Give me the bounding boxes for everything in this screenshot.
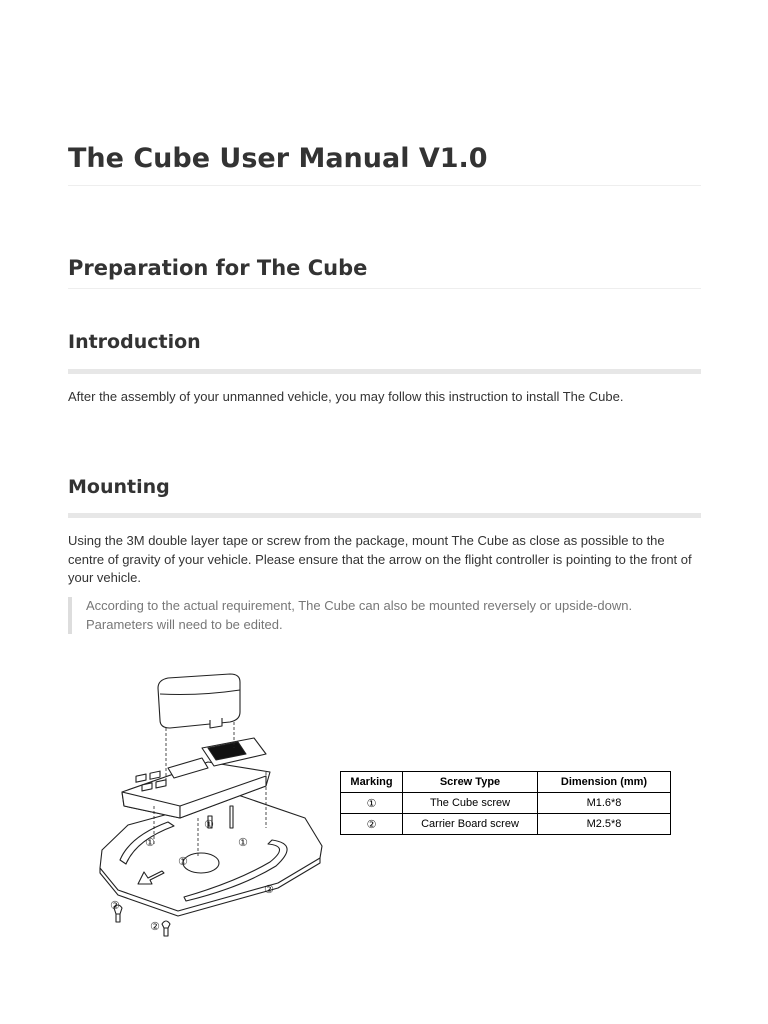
- mounting-note-line-2: Parameters will need to be edited.: [86, 616, 283, 632]
- title-divider: [68, 185, 701, 186]
- callout-1-left: ①: [145, 836, 155, 849]
- mounting-divider: [68, 513, 701, 518]
- mounting-heading: Mounting: [68, 476, 170, 498]
- section-divider: [68, 288, 701, 289]
- callout-2-bottom: ②: [150, 920, 160, 933]
- screw-table: [340, 771, 671, 835]
- table-header-row: [341, 772, 671, 793]
- header-screw-type: Screw Type: [403, 772, 538, 793]
- dimension-cell: M2.5*8: [538, 814, 671, 835]
- callout-1-center: ①: [178, 855, 188, 868]
- callout-1-right: ①: [238, 836, 248, 849]
- introduction-divider: [68, 369, 701, 374]
- introduction-heading: Introduction: [68, 331, 201, 353]
- screw-type-cell: The Cube screw: [403, 793, 538, 814]
- center-hole: [183, 853, 219, 873]
- header-marking: Marking: [341, 772, 403, 793]
- header-dimension: Dimension (mm): [538, 772, 671, 793]
- callout-2-left: ②: [110, 899, 120, 912]
- table-row: [341, 814, 671, 835]
- section-title: Preparation for The Cube: [68, 256, 368, 280]
- mounting-note-line-1: According to the actual requirement, The Cube can also be mounted reversely or upside-down.: [86, 598, 633, 613]
- table-row: [341, 793, 671, 814]
- callout-2-right: ②: [264, 883, 274, 896]
- screw-type-cell: Carrier Board screw: [403, 814, 538, 835]
- mounting-diagram: [90, 668, 340, 940]
- page-title: The Cube User Manual V1.0: [68, 143, 488, 174]
- marking-cell: ①: [341, 793, 403, 814]
- marking-cell: ②: [341, 814, 403, 835]
- introduction-text: After the assembly of your unmanned vehicle, you may follow this instruction to install The Cube.: [68, 389, 624, 404]
- dimension-cell: M1.6*8: [538, 793, 671, 814]
- mounting-note-blockquote: [68, 597, 701, 634]
- mounting-text: Using the 3M double layer tape or screw from the package, mount The Cube as close as possible to the centre of gravity of your vehicle. Please ensure that the arrow on the flight controller is pointing to the front of your vehicle.: [68, 533, 692, 585]
- cube-module: [158, 674, 240, 728]
- callout-1-top: ①: [204, 818, 214, 831]
